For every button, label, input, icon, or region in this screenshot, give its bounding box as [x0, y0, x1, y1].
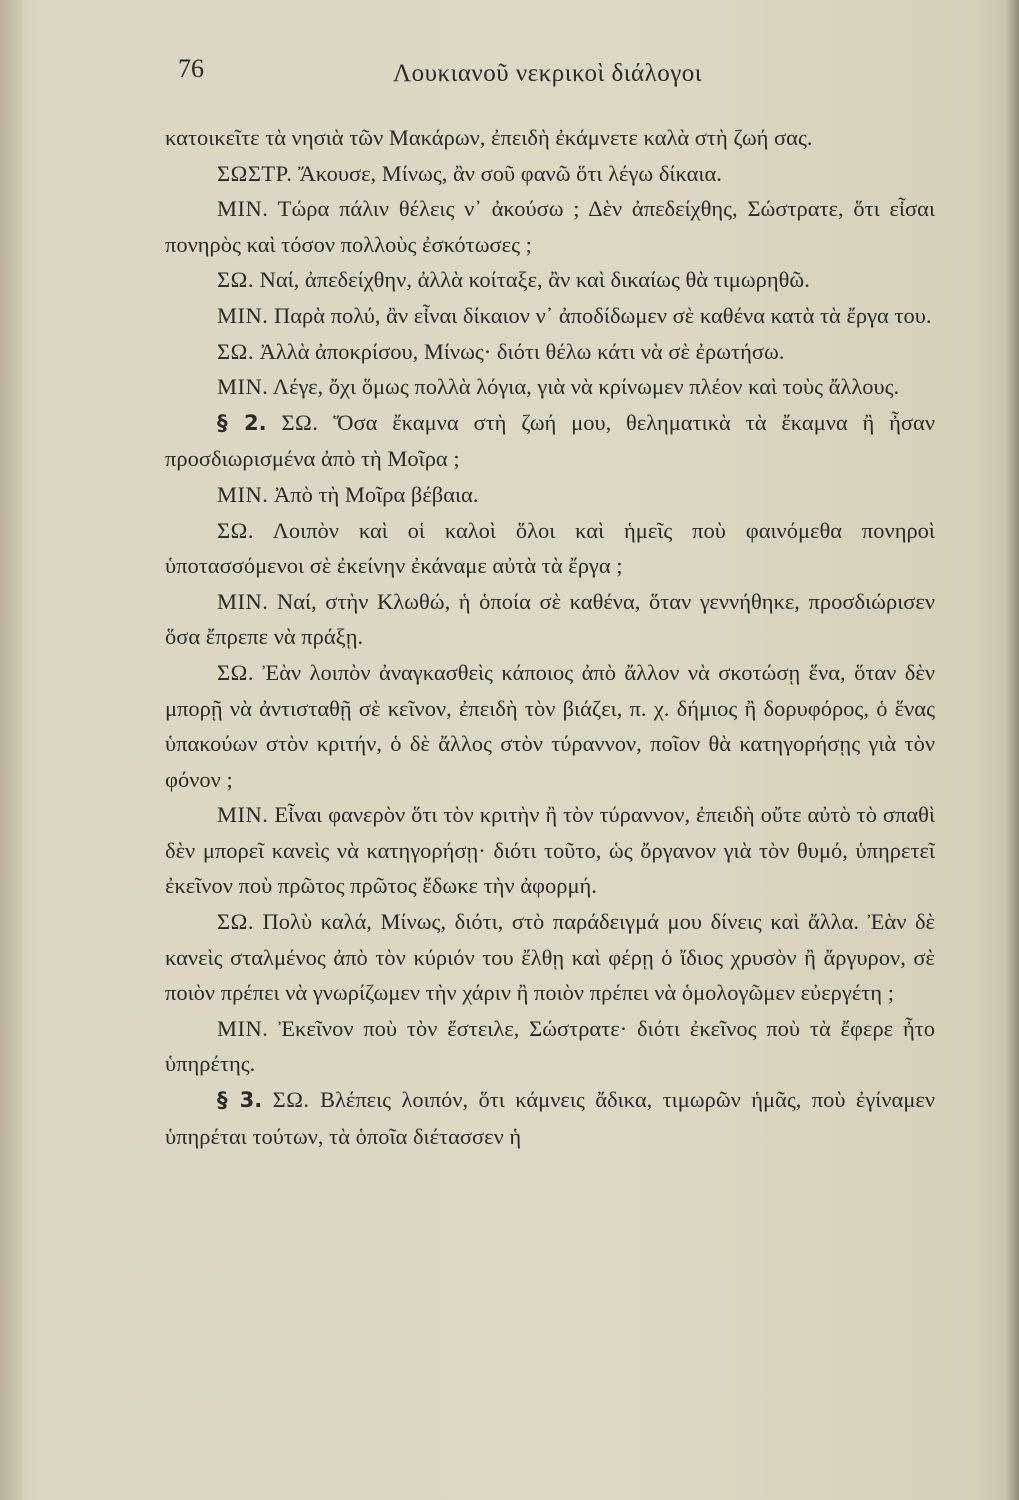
speaker-label: ΣΩ.	[217, 909, 254, 935]
speaker-label: ΜΙΝ.	[217, 196, 269, 222]
speaker-label: ΜΙΝ.	[217, 302, 269, 328]
paragraph	[165, 405, 935, 477]
paragraph	[165, 191, 935, 262]
speaker-label: ΜΙΝ.	[217, 1015, 269, 1041]
paragraph-text: Ἄκουσε, Μίνως, ἂν σοῦ φανῶ ὅτι λέγω δίκαια.	[297, 160, 722, 186]
paragraph	[165, 1082, 935, 1154]
paragraph-text: Λοιπὸν καὶ οἱ καλοὶ ὅλοι καὶ ἡμεῖς ποὺ φαινόμεθα πονηροὶ ὑποτασσόμενοι σὲ ἐκείνην ἐκάναμε αὐτὰ τὰ ἔργα ;	[165, 517, 935, 579]
page-number: 76	[178, 54, 204, 83]
paragraph	[165, 513, 935, 584]
paragraph-text: Ὅσα ἔκαμνα στὴ ζωή μου, θεληματικὰ τὰ ἔκαμνα ἢ ἦσαν προσδιωρισμένα ἀπὸ τὴ Μοῖρα ;	[165, 409, 936, 472]
paragraph-text: Πολὺ καλά, Μίνως, διότι, στὸ παράδειγμά μου δίνεις καὶ ἄλλα. Ἐὰν δὲ κανεὶς σταλμένος ἀπὸ τὸν κύριόν του ἔλθῃ καὶ φέρῃ ὁ ἴδιος χρυσὸν ἢ ἄργυρον, σὲ ποιὸν πρέπει νὰ γνωρίζωμεν τὴν χάριν ἢ ποιὸν πρέπει νὰ ὁμολογῶμεν εὐεργέτη ;	[165, 909, 936, 1006]
speaker-label: ΜΙΝ.	[217, 588, 269, 614]
paragraph	[165, 262, 935, 298]
paragraph-text: Τώρα πάλιν θέλεις ν᾽ ἀκούσω ; Δὲν ἀπεδείχθης, Σώστρατε, ὅτι εἶσαι πονηρὸς καὶ τόσον πολλοὺς ἐσκότωσες ;	[165, 196, 935, 257]
paragraph	[165, 584, 935, 655]
page-header	[178, 48, 938, 98]
paragraph-text: Παρὰ πολύ, ἂν εἶναι δίκαιον ν᾽ ἀποδίδωμεν σὲ καθένα κατὰ τὰ ἔργα του.	[274, 302, 932, 328]
speaker-label: ΜΙΝ.	[217, 802, 269, 828]
dialogue-text	[165, 120, 935, 1154]
paragraph	[165, 156, 935, 192]
paragraph	[165, 334, 935, 370]
section-marker: § 2.	[217, 410, 267, 435]
speaker-label: ΣΩ.	[272, 1087, 310, 1113]
speaker-label: ΣΩ.	[217, 338, 254, 364]
paragraph	[165, 477, 935, 513]
section-marker: § 3.	[217, 1088, 263, 1113]
paragraph-text: Ἐκεῖνον ποὺ τὸν ἔστειλε, Σώστρατε· διότι ἐκεῖνος ποὺ τὰ ἔφερε ἦτο ὑπηρέτης.	[165, 1015, 936, 1077]
paragraph-text: Ἀπὸ τὴ Μοῖρα βέβαια.	[274, 481, 479, 507]
page-left-edge	[0, 0, 22, 1500]
page-right-edge	[1005, 0, 1019, 1500]
running-title: Λουκιανοῦ νεκρικοὶ διάλογοι	[393, 60, 702, 87]
paragraph-text: Βλέπεις λοιπόν, ὅτι κάμνεις ἄδικα, τιμωρῶν ἡμᾶς, ποὺ ἐγίναμεν ὑπηρέται τούτων, τὰ ὁποῖα διέτασσεν ἡ	[165, 1087, 936, 1149]
paragraph	[165, 797, 935, 904]
paragraph	[165, 1011, 935, 1082]
speaker-label: ΣΩΣΤΡ.	[217, 160, 293, 186]
speaker-label: ΣΩ.	[217, 659, 254, 685]
speaker-label: ΣΩ.	[281, 409, 319, 435]
speaker-label: ΣΩ.	[217, 267, 254, 293]
paragraph-text: Ἐὰν λοιπὸν ἀναγκασθεὶς κάποιος ἀπὸ ἄλλον νὰ σκοτώσῃ ἕνα, ὅταν δὲν μπορῇ νὰ ἀντισταθῇ σὲ κεῖνον, ἐπειδὴ τὸν βιάζει, π. χ. δήμιος ἢ δορυφόρος, ὁ ἕνας ὑπακούων στὸν κριτήν, ὁ δὲ ἄλλος στὸν τύραννον, ποῖον θὰ κατηγορήσῃς γιὰ τὸν φόνον ;	[165, 659, 936, 792]
paragraph-text: Ἀλλὰ ἀποκρίσου, Μίνως· διότι θέλω κάτι νὰ σὲ ἐρωτήσω.	[259, 338, 785, 364]
paragraph-text: Εἶναι φανερὸν ὅτι τὸν κριτὴν ἢ τὸν τύραννον, ἐπειδὴ οὔτε αὐτὸ τὸ σπαθὶ δὲν μπορεῖ κανεὶς νὰ κατηγορήσῃ· διότι τοῦτο, ὡς ὄργανον γιὰ τὸν θυμό, ὑπηρετεῖ ἐκεῖνον ποὺ πρῶτος πρῶτος ἔδωκε τὴν ἀφορμή.	[165, 802, 935, 899]
paragraph	[165, 120, 935, 156]
paragraph	[165, 904, 935, 1011]
paragraph	[165, 369, 935, 405]
paragraph-text: Ναί, ἀπεδείχθην, ἀλλὰ κοίταξε, ἂν καὶ δικαίως θὰ τιμωρηθῶ.	[259, 267, 810, 293]
paragraph-text: κατοικεῖτε τὰ νησιὰ τῶν Μακάρων, ἐπειδὴ ἐκάμνετε καλὰ στὴ ζωή σας.	[165, 125, 813, 150]
paragraph	[165, 655, 935, 797]
paragraph	[165, 298, 935, 334]
speaker-label: ΣΩ.	[217, 517, 254, 543]
speaker-label: ΜΙΝ.	[217, 481, 269, 507]
paragraph-text: Ναί, στὴν Κλωθώ, ἡ ὁποία σὲ καθένα, ὅταν γεννήθηκε, προσδιώρισεν ὅσα ἔπρεπε νὰ πράξῃ.	[165, 588, 935, 650]
speaker-label: ΜΙΝ.	[217, 374, 269, 400]
paragraph-text: Λέγε, ὄχι ὅμως πολλὰ λόγια, γιὰ νὰ κρίνωμεν πλέον καὶ τοὺς ἄλλους.	[272, 374, 900, 400]
